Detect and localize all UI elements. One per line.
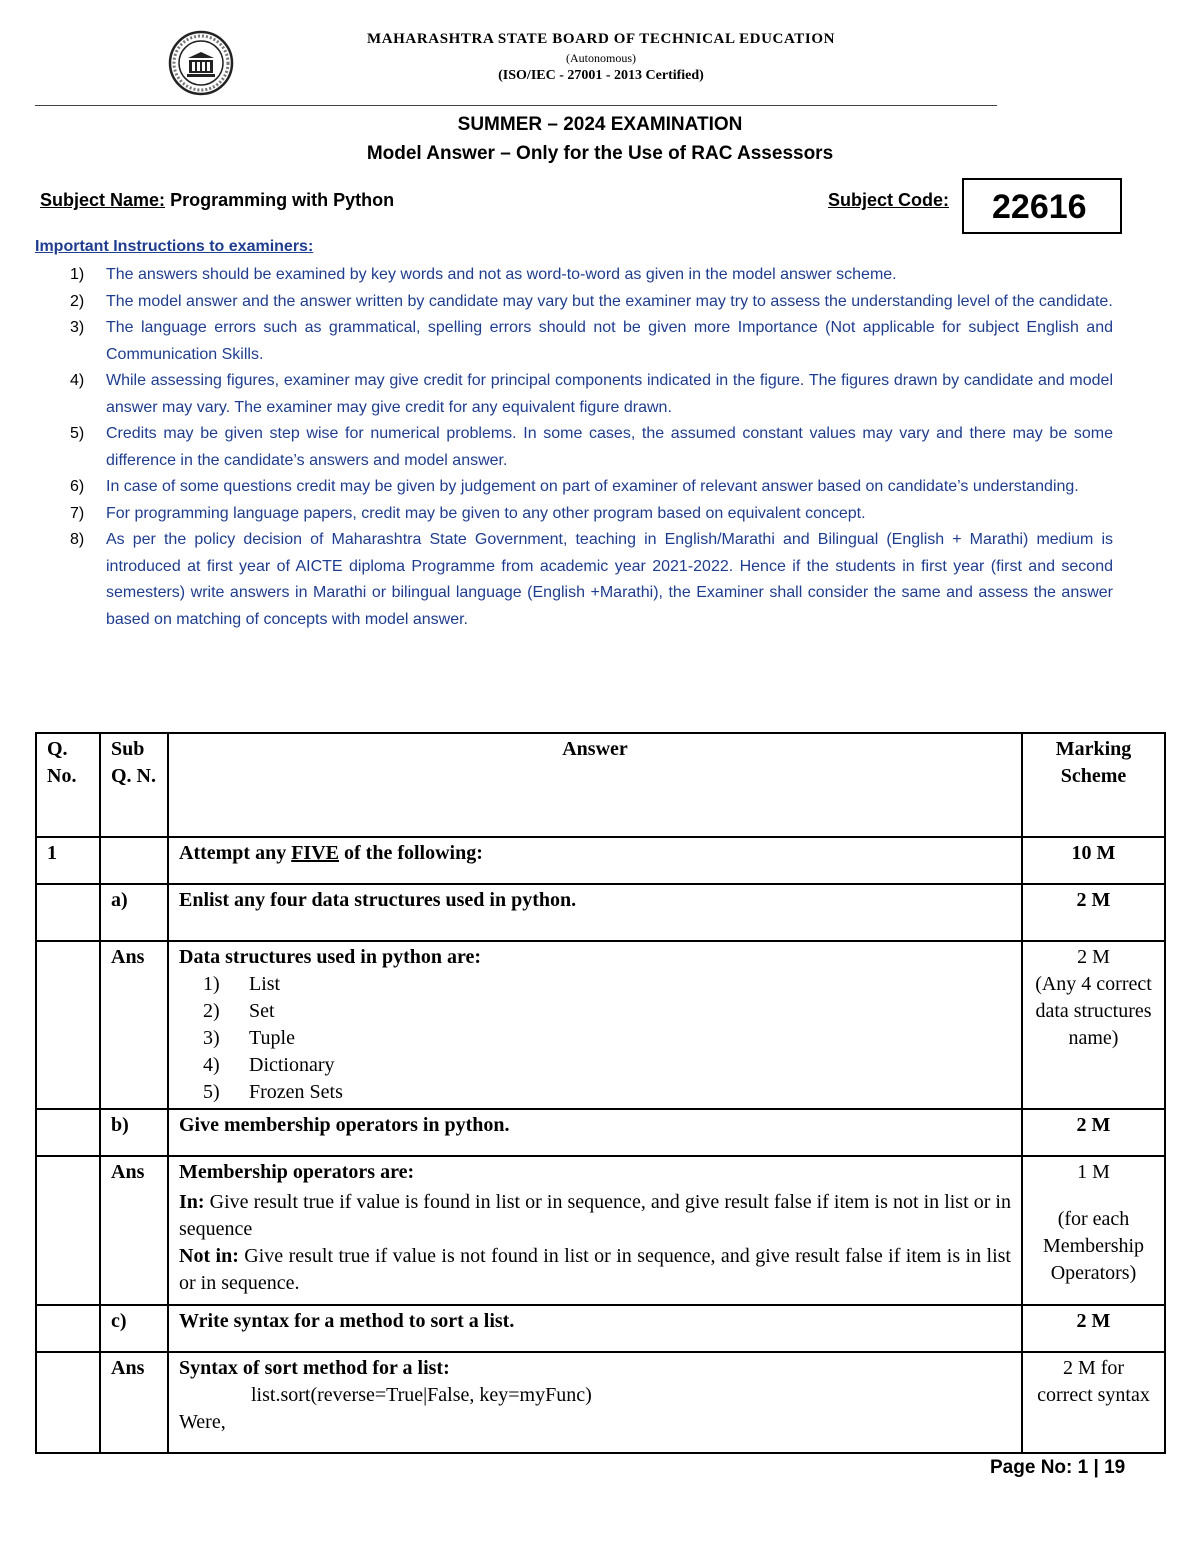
table-row (36, 1352, 1165, 1453)
sub-q: Ans (100, 941, 168, 1109)
question-prompt: Attempt any FIVE of the following: (168, 837, 1022, 884)
table-row (36, 837, 1165, 884)
instruction-item (35, 527, 1113, 633)
marks-note: (Any 4 correct data structures name) (1035, 973, 1152, 1049)
sub-q: Ans (100, 1156, 168, 1305)
instruction-number: 8) (70, 531, 85, 548)
instruction-text: Credits may be given step wise for numerical problems. In some cases, the assumed constant values may vary and there may be some difference in the candidate’s answers and model answer. (106, 425, 1113, 469)
header-qno: Q. No. (36, 733, 100, 837)
instructions-list (35, 262, 1113, 633)
question-text: Write syntax for a method to sort a list. (168, 1305, 1022, 1352)
instruction-text: In case of some questions credit may be given by judgement on part of examiner of relevant answer based on candidate’s understanding. (106, 478, 1079, 495)
sub-q (100, 837, 168, 884)
instruction-item (35, 262, 1113, 289)
marks-note: (for each Membership Operators) (1042, 1208, 1145, 1284)
q-number (36, 1156, 100, 1305)
list-item: 1) List (203, 973, 281, 995)
exam-subtitle: Model Answer – Only for the Use of RAC Assessors (366, 143, 834, 164)
instruction-item (35, 315, 1113, 368)
header-divider (35, 105, 997, 106)
q-number (36, 1109, 100, 1156)
table-header-row (36, 733, 1165, 837)
table-row (36, 1305, 1165, 1352)
instruction-number: 7) (70, 504, 85, 522)
subject-code-box (962, 178, 1122, 234)
answer-heading: Data structures used in python are: (179, 946, 482, 968)
board-name: MAHARASHTRA STATE BOARD OF TECHNICAL EDUCATION (366, 31, 836, 47)
sort-syntax: list.sort(reverse=True|False, key=myFunc) (251, 1384, 592, 1406)
question-text: Enlist any four data structures used in python. (168, 884, 1022, 941)
instruction-item (35, 501, 1113, 528)
sub-q: Ans (100, 1352, 168, 1453)
sub-q: a) (100, 884, 168, 941)
table-row (36, 941, 1165, 1109)
header-subq: Sub Q. N. (100, 733, 168, 837)
subject-name-line (40, 190, 394, 211)
instruction-item (35, 474, 1113, 501)
instruction-number: 4) (70, 372, 85, 389)
data-structures-list (179, 971, 1011, 1106)
marks: 2 M for correct syntax (1022, 1352, 1165, 1453)
q-number (36, 941, 100, 1109)
instruction-text: For programming language papers, credit may be given to any other program based on equivalent concept. (106, 504, 866, 522)
table-row (36, 884, 1165, 941)
exam-title: SUMMER – 2024 EXAMINATION (457, 114, 743, 135)
answer-body (168, 941, 1022, 1109)
subject-code-label: Subject Code: (828, 190, 950, 210)
answer-body (168, 1352, 1022, 1453)
list-item: 3) Tuple (203, 1027, 295, 1049)
marks: 10 M (1022, 837, 1165, 884)
were-text: Were, (179, 1411, 226, 1433)
instruction-item (35, 368, 1113, 421)
page-number: Page No: 1 | 19 (990, 1457, 1126, 1478)
certification-label: (ISO/IEC - 27001 - 2013 Certified) (498, 68, 704, 83)
marks: 2 M (1022, 1109, 1165, 1156)
marks: 2 M (Any 4 correct data structures name) (1022, 941, 1165, 1109)
marks: 2 M (1022, 1305, 1165, 1352)
q-number (36, 1352, 100, 1453)
q-number (36, 1305, 100, 1352)
instruction-text: The model answer and the answer written by candidate may vary but the examiner may try to assess the understanding level of the candidate. (106, 292, 1113, 310)
instruction-text: While assessing figures, examiner may give credit for principal components indicated in the figure. The figures drawn by candidate and model answer may vary. The examiner may give credit for any equivalent figure drawn. (106, 372, 1113, 416)
instruction-item (35, 421, 1113, 474)
list-item: 2) Set (203, 1000, 275, 1022)
marks: 2 M (1022, 884, 1165, 941)
instruction-text: As per the policy decision of Maharashtra State Government, teaching in English/Marathi and Bilingual (English + Marathi) medium is introduced at first year of AICTE diploma Programme from academic year 2021-2022. Hence if the students in first year (first and second semesters) write answers in Marathi or bilingual language (English +Marathi), the Examiner shall consider the same and assess the answer based on matching of concepts with model answer. (106, 531, 1113, 628)
list-item: 4) Dictionary (203, 1054, 335, 1076)
answer-heading: Membership operators are: (179, 1161, 415, 1183)
instruction-number: 5) (70, 425, 85, 442)
subject-name: Programming with Python (170, 190, 395, 210)
header-marking-scheme: Marking Scheme (1022, 733, 1165, 837)
q-number: 1 (36, 837, 100, 884)
sub-q: c) (100, 1305, 168, 1352)
sub-q: b) (100, 1109, 168, 1156)
table-row (36, 1156, 1165, 1305)
instruction-number: 2) (70, 292, 85, 310)
instruction-number: 3) (70, 319, 85, 336)
model-answer-table (35, 732, 1166, 1454)
instruction-item (35, 289, 1113, 316)
subject-name-label: Subject Name: (40, 190, 166, 210)
instruction-number: 1) (70, 266, 85, 283)
marks: 1 M (for each Membership Operators) (1022, 1156, 1165, 1305)
q-number (36, 884, 100, 941)
subject-code: 22616 (992, 188, 1087, 226)
answer-body: Membership operators are: In: Give result true if value is found in list or in sequence, and give result false if item is not in list or in sequence Not in: Give result true if value is not found in list or in sequence, and give result false if item is in list or in sequence. (168, 1156, 1022, 1305)
header-answer: Answer (168, 733, 1022, 837)
answer-heading: Syntax of sort method for a list: (179, 1357, 450, 1379)
instruction-text: The language errors such as grammatical, spelling errors should not be given more Importance (Not applicable for subject English and Communication Skills. (106, 319, 1113, 363)
table-row (36, 1109, 1165, 1156)
instructions-title: Important Instructions to examiners: (35, 238, 314, 255)
autonomous-label: (Autonomous) (566, 51, 636, 65)
question-text: Give membership operators in python. (168, 1109, 1022, 1156)
instruction-number: 6) (70, 478, 85, 495)
instruction-text: The answers should be examined by key words and not as word-to-word as given in the model answer scheme. (106, 266, 897, 283)
list-item: 5) Frozen Sets (203, 1081, 343, 1103)
msbte-seal-icon (168, 30, 234, 96)
